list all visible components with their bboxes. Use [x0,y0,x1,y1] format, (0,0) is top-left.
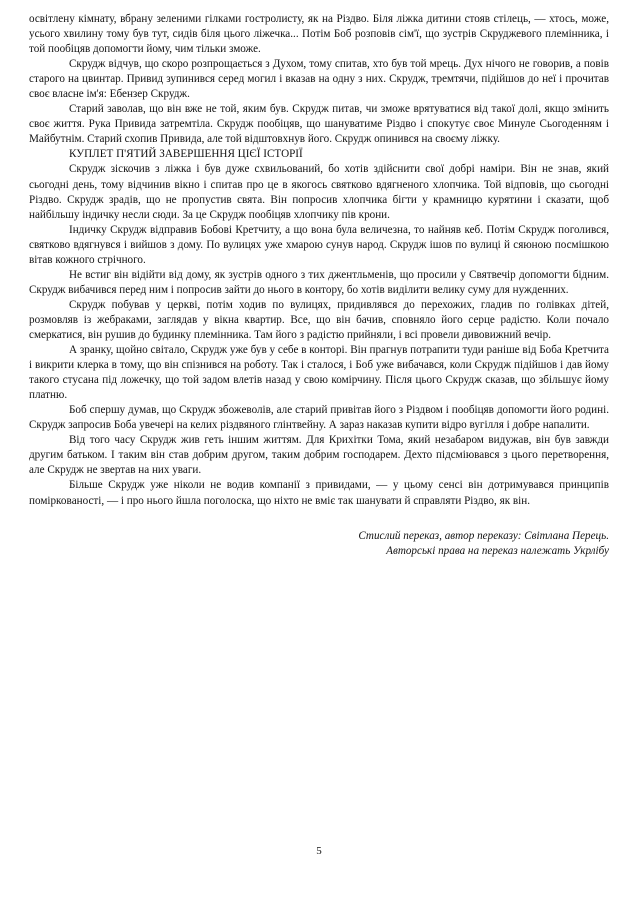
paragraph-spirit-grave: Скрудж відчув, що скоро розпрощається з Духом, тому спитав, хто був той мрець. Дух нічого не говорив, а повів старого на цвинтар. Привид зупинився серед могил і вказав на одну з них. Скрудж, тремтячи, підійшов до неї і прочитав своє власне ім'я: Ебензер Скрудж. [29,58,609,101]
paragraph-turkey: Індичку Скрудж відправив Бобові Кретчиту, а що вона була величезна, то найняв кеб. Потім Скрудж поголився, святково вдягнувся і вийшов з дому. По вулицях уже хмарою сунув народ. Скрудж ішов по вулиці й сяюною посмішкою вітав кожного стрічного. [29,223,609,266]
page-number: 5 [316,845,322,857]
paragraph-bob-family: Боб спершу думав, що Скрудж збожеволів, але старий привітав його з Різдвом і пообіцяв допомогти його родині. Скрудж запросив Боба увечері на келих різдвяного глінтвейну. А зараз наказав купити відро вугілля і добре напалити. [29,404,609,432]
paragraph-gentleman: Не встиг він відійти від дому, як зустрів одного з тих джентльменів, що просили у Святвечір допомогти бідним. Скрудж вибачився перед ним і попросив зайти до нього в контору, бо хотів виділити велику суму для нужденних. [29,268,609,296]
paragraph-church-nephew: Скрудж побував у церкві, потім ходив по вулицях, придивлявся до перехожих, гладив по голівках дітей, розмовляв із жебраками, заглядав у вікна квартир. Все, що він бачив, сповняло його серце радістю. Коли почало смеркатися, він рушив до будинку племінника. Там його з радістю прийняли, і всі провели дивовижний вечір. [29,298,609,341]
paragraph-office-bob: А зранку, щойно світало, Скрудж уже був у себе в конторі. Він прагнув потрапити туди раніше від Боба Кретчита і викрити клерка в тому, що він спізнився на роботу. Так і сталося, і Боб уже вибачався, коли Скрудж підійшов і дав йому такого стусана під ложечку, що той задом влетів назад у свою комірчину. Після цього Скрудж сказав, що збільшує йому платню. [29,344,609,402]
credits-copyright: Авторські права на переказ належать Укрлібу [386,544,609,557]
chapter-heading: КУПЛЕТ П'ЯТИЙ ЗАВЕРШЕННЯ ЦІЄЇ ІСТОРІЇ [69,148,303,161]
credits-author: Стислий переказ, автор переказу: Світлана Перець. [358,529,609,542]
paragraph-scrooge-promise: Старий заволав, що він вже не той, яким був. Скрудж питав, чи зможе врятуватися від такої долі, якщо змінить своє життя. Рука Привида затремтіла. Скрудж пообіцяв, що шануватиме Різдво і спокутує своє Минуле Сьогоденням і Майбутнім. Старий схопив Привида, але той відштовхнув його. Скрудж опинився на своєму ліжку. [29,103,609,146]
document-page [29,12,609,559]
credits [29,529,609,559]
paragraph-christmas-morning: Скрудж зіскочив з ліжка і був дуже схвильований, бо хотів здійснити свої добрі наміри. Він не знав, який сьогодні день, тому відчинив вікно і спитав про це в якогось святково вдягненого хлопчика. Той відповів, що сьогодні Різдво. Скрудж зрадів, що не пропустив свята. Він попросив хлопчика бігти у крамницю курятини і сказати, щоб найбільшу індичку несли сюди. За це Скрудж пообіцяв хлопчику пів крони. [29,163,609,221]
paragraph-ending: Більше Скрудж уже ніколи не водив компанії з привидами, — у цьому сенсі він дотримувався принципів помірковaності, — і про нього йшла поголоска, що ніхто не вміє так шанувати й справляти Різдво, як він. [29,479,609,507]
paragraph-continued: освітлену кімнату, вбрану зеленими гілками гостролисту, як на Різдво. Біля ліжка дитини стояв стілець, — хтось, може, усього хвилину тому був тут, сидів біля цього ліжечка... Потім Боб розповів сім'ї, що зустрів Скруджевого племінника, і той пообіцяв допомогти йому, чим тільки зможе. [29,13,609,56]
paragraph-new-life: Від того часу Скрудж жив геть іншим життям. Для Крихітки Тома, який незабаром видужав, він був завжди другим батьком. І таким він став добрим другом, таким добрим господарем. Дехто підсміювався з цього перетворення, але Скрудж не звертав на них уваги. [29,434,609,477]
